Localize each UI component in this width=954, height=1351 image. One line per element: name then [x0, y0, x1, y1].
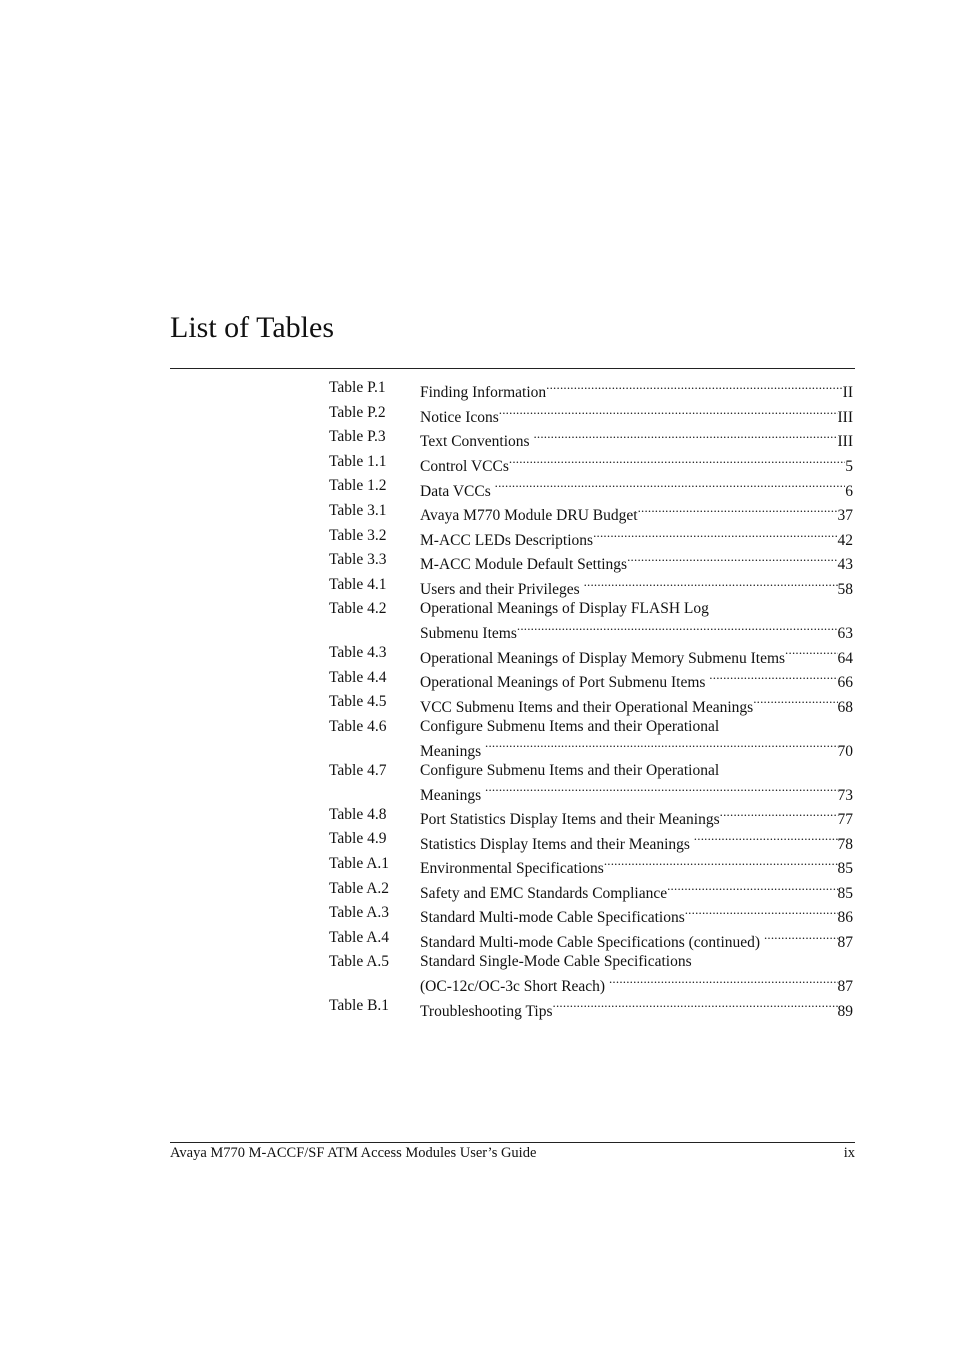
dot-leader	[785, 643, 837, 662]
table-caption: Data VCCs	[420, 482, 495, 500]
table-entry[interactable]	[329, 476, 853, 501]
table-caption: M-ACC LEDs Descriptions	[420, 531, 594, 549]
table-number: Table B.1	[329, 997, 390, 1015]
table-caption: (OC-12c/OC-3c Short Reach)	[420, 977, 609, 995]
footer-page-number: ix	[843, 1145, 855, 1161]
page-number: 5	[845, 458, 853, 476]
table-number: Table 1.1	[329, 452, 387, 470]
table-number: Table 4.9	[329, 830, 387, 848]
table-caption: Control VCCs	[420, 458, 509, 476]
table-number: Table 4.8	[329, 805, 387, 823]
page-number: 87	[837, 934, 853, 952]
dot-leader	[553, 996, 838, 1015]
table-caption: VCC Submenu Items and their Operational Meanings	[420, 698, 754, 716]
table-number: Table 4.6	[329, 718, 387, 736]
dot-leader	[764, 928, 838, 947]
table-number: Table 3.2	[329, 526, 387, 544]
dot-leader	[604, 854, 838, 873]
table-entry[interactable]	[329, 452, 853, 477]
page-number: 42	[837, 531, 853, 549]
dot-leader	[485, 780, 837, 799]
table-caption: Operational Meanings of Display FLASH Log	[420, 600, 709, 618]
table-caption: Statistics Display Items and their Meanings	[420, 835, 694, 853]
page-footer	[170, 1144, 855, 1163]
table-number: Table A.1	[329, 854, 390, 872]
footer-document-title: Avaya M770 M-ACCF/SF ATM Access Modules User’s Guide	[170, 1145, 537, 1161]
dot-leader	[709, 668, 837, 687]
table-number: Table 3.3	[329, 551, 387, 569]
table-number: Table P.3	[329, 428, 386, 446]
table-number: Table A.4	[329, 928, 390, 946]
page-number: 64	[837, 649, 853, 667]
table-entry[interactable]	[329, 717, 853, 761]
dot-leader	[495, 476, 846, 495]
dot-leader	[753, 692, 837, 711]
dot-leader	[533, 427, 837, 446]
dot-leader	[685, 903, 838, 922]
table-entry[interactable]	[329, 668, 853, 693]
table-entry[interactable]	[329, 996, 853, 1021]
table-caption: Avaya M770 Module DRU Budget	[420, 507, 638, 525]
table-number: Table 4.7	[329, 761, 387, 779]
table-entry[interactable]	[329, 403, 853, 428]
table-caption: Safety and EMC Standards Compliance	[420, 884, 668, 902]
page-number: 43	[837, 556, 853, 574]
table-number: Table 4.1	[329, 575, 387, 593]
page-number: 73	[837, 786, 853, 804]
table-entry[interactable]	[329, 599, 853, 643]
table-caption: Notice Icons	[420, 408, 499, 426]
table-entry[interactable]	[329, 805, 853, 830]
table-caption: Meanings	[420, 786, 486, 804]
page-number: II	[842, 384, 853, 402]
table-caption: Standard Multi-mode Cable Specifications (continued)	[420, 934, 764, 952]
footer-divider	[170, 1142, 855, 1143]
table-number: Table P.2	[329, 403, 386, 421]
table-entry[interactable]	[329, 427, 853, 452]
table-entry[interactable]	[329, 854, 853, 879]
table-caption: Standard Multi-mode Cable Specifications	[420, 909, 685, 927]
table-number: Table 4.2	[329, 600, 387, 618]
table-number: Table 3.1	[329, 501, 387, 519]
table-caption: Port Statistics Display Items and their Meanings	[420, 811, 720, 829]
dot-leader	[546, 378, 843, 397]
page-number: 70	[837, 742, 853, 760]
dot-leader	[593, 526, 837, 545]
page-number: 78	[837, 835, 853, 853]
table-entry[interactable]	[329, 829, 853, 854]
table-number: Table P.1	[329, 379, 386, 396]
table-entry[interactable]	[329, 575, 853, 600]
table-number: Table 4.5	[329, 693, 387, 711]
table-number: Table 4.4	[329, 668, 387, 686]
table-caption: Operational Meanings of Display Memory Submenu Items	[420, 649, 786, 667]
table-caption: Finding Information	[420, 384, 547, 402]
table-entry[interactable]	[329, 903, 853, 928]
page-number: III	[837, 408, 853, 426]
page-number: 85	[837, 884, 853, 902]
table-entry[interactable]	[329, 501, 853, 526]
page-number: 85	[837, 860, 853, 878]
page-number: 63	[837, 624, 853, 642]
dot-leader	[609, 972, 838, 991]
table-entry[interactable]	[329, 879, 853, 904]
table-number: Table A.5	[329, 953, 390, 971]
table-number: Table 4.3	[329, 644, 387, 662]
table-number: Table 1.2	[329, 477, 387, 495]
page-number: 58	[837, 581, 853, 599]
table-caption: Meanings	[420, 742, 486, 760]
table-entry[interactable]	[329, 928, 853, 953]
title-divider	[170, 368, 855, 369]
page-number: 89	[837, 1002, 853, 1020]
table-list	[329, 378, 853, 1021]
table-entry[interactable]	[329, 378, 853, 403]
table-caption: Users and their Privileges	[420, 581, 584, 599]
page-number: 37	[837, 507, 853, 525]
page-number: 6	[845, 482, 853, 500]
dot-leader	[509, 452, 845, 471]
table-entry[interactable]	[329, 550, 853, 575]
table-caption: Configure Submenu Items and their Operational	[420, 761, 720, 779]
dot-leader	[694, 829, 838, 848]
table-entry[interactable]	[329, 692, 853, 717]
dot-leader	[584, 575, 838, 594]
table-entry[interactable]	[329, 526, 853, 551]
dot-leader	[667, 879, 837, 898]
table-number: Table A.2	[329, 879, 390, 897]
table-caption: M-ACC Module Default Settings	[420, 556, 628, 574]
table-entry[interactable]	[329, 952, 853, 996]
table-number: Table A.3	[329, 904, 390, 922]
table-caption: Submenu Items	[420, 624, 517, 642]
page-number: 68	[837, 698, 853, 716]
table-entry[interactable]	[329, 761, 853, 805]
table-caption: Configure Submenu Items and their Operational	[420, 718, 720, 736]
table-entry[interactable]	[329, 643, 853, 668]
table-caption: Standard Single-Mode Cable Specifications	[420, 953, 692, 971]
table-caption: Text Conventions	[420, 433, 534, 451]
table-caption: Environmental Specifications	[420, 860, 604, 878]
page-number: 87	[837, 977, 853, 995]
table-caption: Troubleshooting Tips	[420, 1002, 553, 1020]
dot-leader	[517, 619, 838, 638]
dot-leader	[499, 403, 838, 422]
page-number: 86	[837, 909, 853, 927]
page-number: III	[837, 433, 853, 451]
dot-leader	[720, 805, 838, 824]
page-number: 66	[837, 674, 853, 692]
page-title: List of Tables	[170, 311, 334, 344]
dot-leader	[638, 501, 838, 520]
page-number: 77	[837, 811, 853, 829]
table-caption: Operational Meanings of Port Submenu Items	[420, 674, 710, 692]
dot-leader	[627, 550, 837, 569]
dot-leader	[485, 736, 837, 755]
